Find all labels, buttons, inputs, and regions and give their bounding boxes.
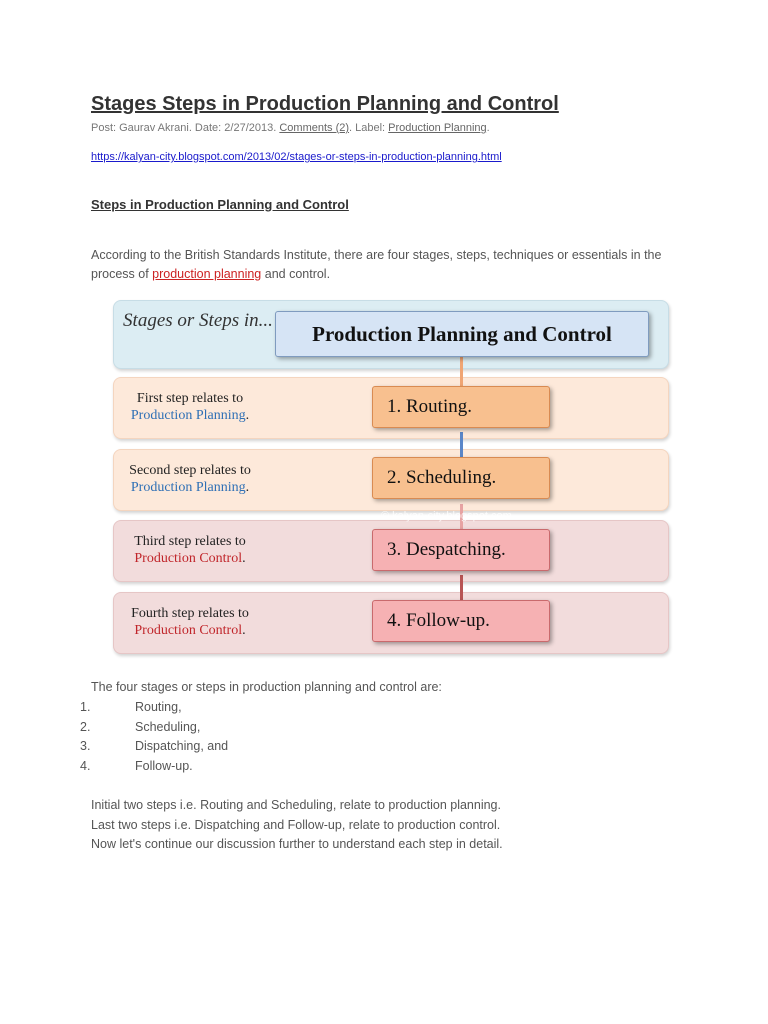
source-url-link[interactable]: https://kalyan-city.blogspot.com/2013/02/stages-or-steps-in-production-planning.html xyxy=(91,151,502,163)
step-4-label-line2: Production Control xyxy=(134,623,243,638)
connector-4 xyxy=(460,575,463,602)
article-title: Stages Steps in Production Planning and Control xyxy=(91,93,559,115)
section-subheading: Steps in Production Planning and Control xyxy=(91,197,349,212)
list-item xyxy=(80,757,228,777)
closing-line: Initial two steps i.e. Routing and Scheduling, relate to production planning. xyxy=(91,798,501,812)
intro-text-after: and control. xyxy=(261,267,331,281)
list-item xyxy=(80,718,228,738)
step-1-box: 1. Routing. xyxy=(372,386,550,428)
closing-paragraph xyxy=(91,796,691,855)
step-1-label-line2: Production Planning xyxy=(130,408,246,423)
list-text: Follow-up. xyxy=(135,758,193,773)
list-text: Dispatching, and xyxy=(135,739,229,753)
diagram-header-box: Production Planning and Control xyxy=(275,311,649,357)
step-3-label-end: . xyxy=(242,551,246,566)
summary-intro: The four stages or steps in production planning and control are: xyxy=(91,680,442,694)
step-2-label-line1: Second step relates to xyxy=(129,463,251,478)
step-3-label xyxy=(115,533,265,567)
list-item xyxy=(80,737,228,757)
list-number: 2. xyxy=(80,719,91,734)
list-number: 3. xyxy=(80,739,91,753)
label-prefix: . Label: xyxy=(349,122,389,134)
post-meta-prefix: Post: Gaurav Akrani. Date: 2/27/2013. xyxy=(91,122,280,134)
connector-2 xyxy=(460,432,463,459)
step-1-label-line1: First step relates to xyxy=(136,391,244,406)
step-4-box: 4. Follow-up. xyxy=(372,600,550,642)
list-item xyxy=(80,698,228,718)
closing-line: Last two steps i.e. Dispatching and Follow-up, relate to production control. xyxy=(91,817,501,832)
list-number: 4. xyxy=(80,758,91,773)
list-number: 1. xyxy=(80,700,91,714)
step-2-label-line2: Production Planning xyxy=(130,480,246,495)
intro-paragraph xyxy=(91,246,691,284)
comments-link[interactable]: Comments (2) xyxy=(279,122,350,134)
post-meta xyxy=(91,122,490,134)
intro-text-before: According to the British Standards Institute, there are four stages, steps, techniques or essentials in the process of xyxy=(91,248,662,281)
closing-line: Now let's continue our discussion further to understand each step in detail. xyxy=(91,837,503,851)
steps-diagram xyxy=(113,300,669,656)
steps-list xyxy=(80,698,228,776)
meta-suffix: . xyxy=(486,122,490,134)
step-3-box: 3. Despatching. xyxy=(372,529,550,571)
step-1-label-end: . xyxy=(245,408,250,423)
step-4-label-line1: Fourth step relates to xyxy=(131,606,249,621)
label-link[interactable]: Production Planning xyxy=(388,122,487,134)
step-3-label-line1: Third step relates to xyxy=(134,534,246,549)
step-2-box: 2. Scheduling. xyxy=(372,457,550,499)
step-2-label-end: . xyxy=(245,480,250,495)
step-1-label xyxy=(115,390,265,424)
production-planning-link[interactable]: production planning xyxy=(152,267,262,281)
step-4-label-end: . xyxy=(242,623,246,638)
stages-label: Stages or Steps in... xyxy=(123,310,273,331)
step-4-label xyxy=(115,605,265,639)
step-2-label xyxy=(115,462,265,496)
list-text: Routing, xyxy=(135,700,182,714)
connector-1 xyxy=(460,356,463,387)
diagram-watermark: © kalyan-city.blogspot.com xyxy=(381,510,512,522)
list-text: Scheduling, xyxy=(135,719,201,734)
step-3-label-line2: Production Control xyxy=(134,551,243,566)
